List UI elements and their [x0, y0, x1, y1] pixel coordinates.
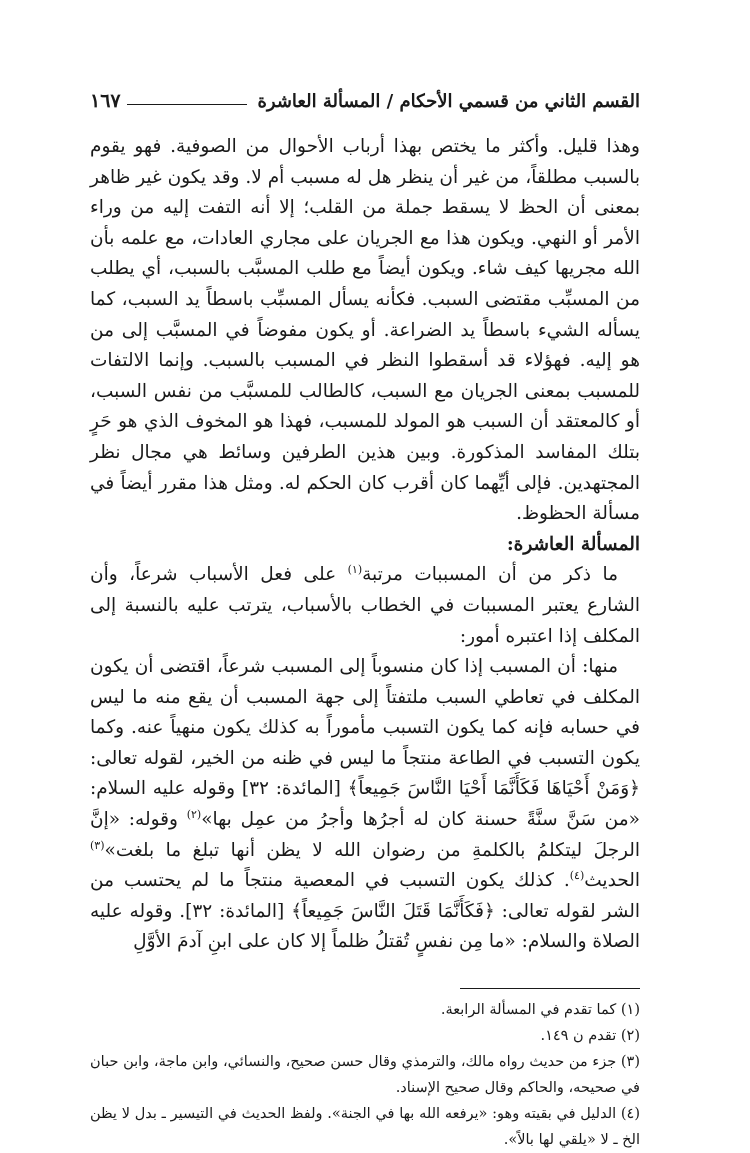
footnote-1: (١) كما تقدم في المسألة الرابعة. — [440, 1002, 640, 1019]
footnote-ref-1[interactable]: (١) — [347, 563, 363, 577]
paragraph-1: وهذا قليل. وأكثر ما يختص بهذا أرباب الأحوال من الصوفية. فهو يقوم بالسبب مطلقاً، من غير أن ينظر هل له مسبب أم لا. وقد يكون غير ظاهر بمعنى أن الحظ لا يسقط جملة من القلب؛ إلا أنه التفت إليه من وراء الأمر أو النهي. ويكون هذا مع الجريان على مجاري العادات، مع علمه بأن الله مجريها كيف شاء. ويكون أيضاً مع طلب المسبَّب بالسبب، أي يطلب من المسبِّب مقتضى السبب. فكأنه يسأل المسبِّب باسطاً يد السبب، كما يسأله الشيء باسطاً يد الضراعة. أو يكون مفوضاً في المسبَّب إلى من هو إليه. فهؤلاء قد أسقطوا النظر في المسبب بالسبب. وإنما الالتفات للمسبب بمعنى الجريان مع السبب، كالطالب للمسبَّب من نفس السبب، أو كالمعتقد أن السبب هو المولد للمسبب، فهذا هو المخوف الذي هو حَرٍ بتلك المفاسد المذكورة. وبين هذين الطرفين وسائط هي مجال نظر المجتهدين. فإلى أيِّهما كان أقرب كان الحكم له. ومثل هذا مقرر أيضاً في مسألة الحظوظ. — [90, 136, 640, 525]
footnotes — [90, 997, 640, 1153]
intro-text-a: ما ذكر من أن المسببات مرتبة — [362, 564, 618, 586]
intro-text-b: على فعل الأسباب شرعاً، وأن الشارع يعتبر المسببات في الخطاب بالأسباب، يترتب عليه بالنسبة إلى المكلف إذا اعتبره أمور: — [90, 564, 640, 647]
item-1-paragraph — [90, 652, 640, 958]
footnote-ref-4[interactable]: (٤) — [569, 869, 585, 883]
footnote-ref-2[interactable]: (٢) — [186, 807, 202, 821]
footnote-ref-3[interactable]: (٣) — [90, 838, 105, 852]
header-rule — [127, 104, 248, 105]
footnote-4: (٤) الدليل في بقيته وهو: «يرفعه الله بها في الجنة». ولفظ الحديث في التيسير ـ بدل لا يظن الخ ـ لا «يلقي لها بالاً». — [90, 1106, 640, 1149]
item-1-text-d: . كذلك يكون التسبب في المعصية منتجاً ما لم يحتسب من الشر لقوله تعالى: ﴿فَكَأَنَّمَا قَتَلَ النَّاسَ جَمِيعاً﴾ [المائدة: ٣٢]. وقوله عليه الصلاة والسلام: «ما مِن نفسٍ تُقتلُ ظلماً إلا كان على ابنِ آدمَ الأوَّلِ — [90, 870, 640, 953]
header-title: القسم الثاني من قسمي الأحكام / المسألة العاشرة — [257, 91, 640, 112]
footnote-3: (٣) جزء من حديث رواه مالك، والترمذي وقال حسن صحيح، والنسائي، وابن ماجة، وابن حبان في صحيحه، والحاكم وقال صحيح الإسناد. — [90, 1054, 640, 1097]
footnote-separator — [460, 988, 640, 989]
item-1-text-b: وقوله: «إنَّ الرجلَ ليتكلمُ بالكلمةِ من رضوان الله لا يظن أنها تبلغ ما بلغت» — [90, 809, 640, 861]
footnote-2: (٢) تقدم ن ١٤٩. — [540, 1028, 640, 1045]
section-heading: المسألة العاشرة: — [506, 533, 640, 555]
section-intro — [90, 560, 640, 652]
page-number: ١٦٧ — [90, 90, 121, 112]
main-text — [90, 132, 640, 958]
running-header — [90, 80, 640, 112]
item-1-text-a: منها: أن المسبب إذا كان منسوباً إلى المسبب شرعاً، اقتضى أن يكون المكلف في تعاطي السبب ملتفتاً إلى جهة المسبب أن يقع منه ما ليس في حسابه فإنه كما يكون التسبب مأموراً به كذلك يكون منهياً عنه. وكما يكون التسبب في الطاعة منتجاً ما ليس في ظنه من الخير، لقوله تعالى: ﴿وَمَنْ أَحْيَاهَا فَكَأَنَّمَا أَحْيَا النَّاسَ جَمِيعاً﴾ [المائدة: ٣٢] وقوله عليه السلام: «من سَنَّ سنَّةً حسنة كان له أجرُها وأجرُ من عمِل بها» — [90, 656, 640, 831]
item-1-text-c: الحديث — [584, 870, 640, 892]
